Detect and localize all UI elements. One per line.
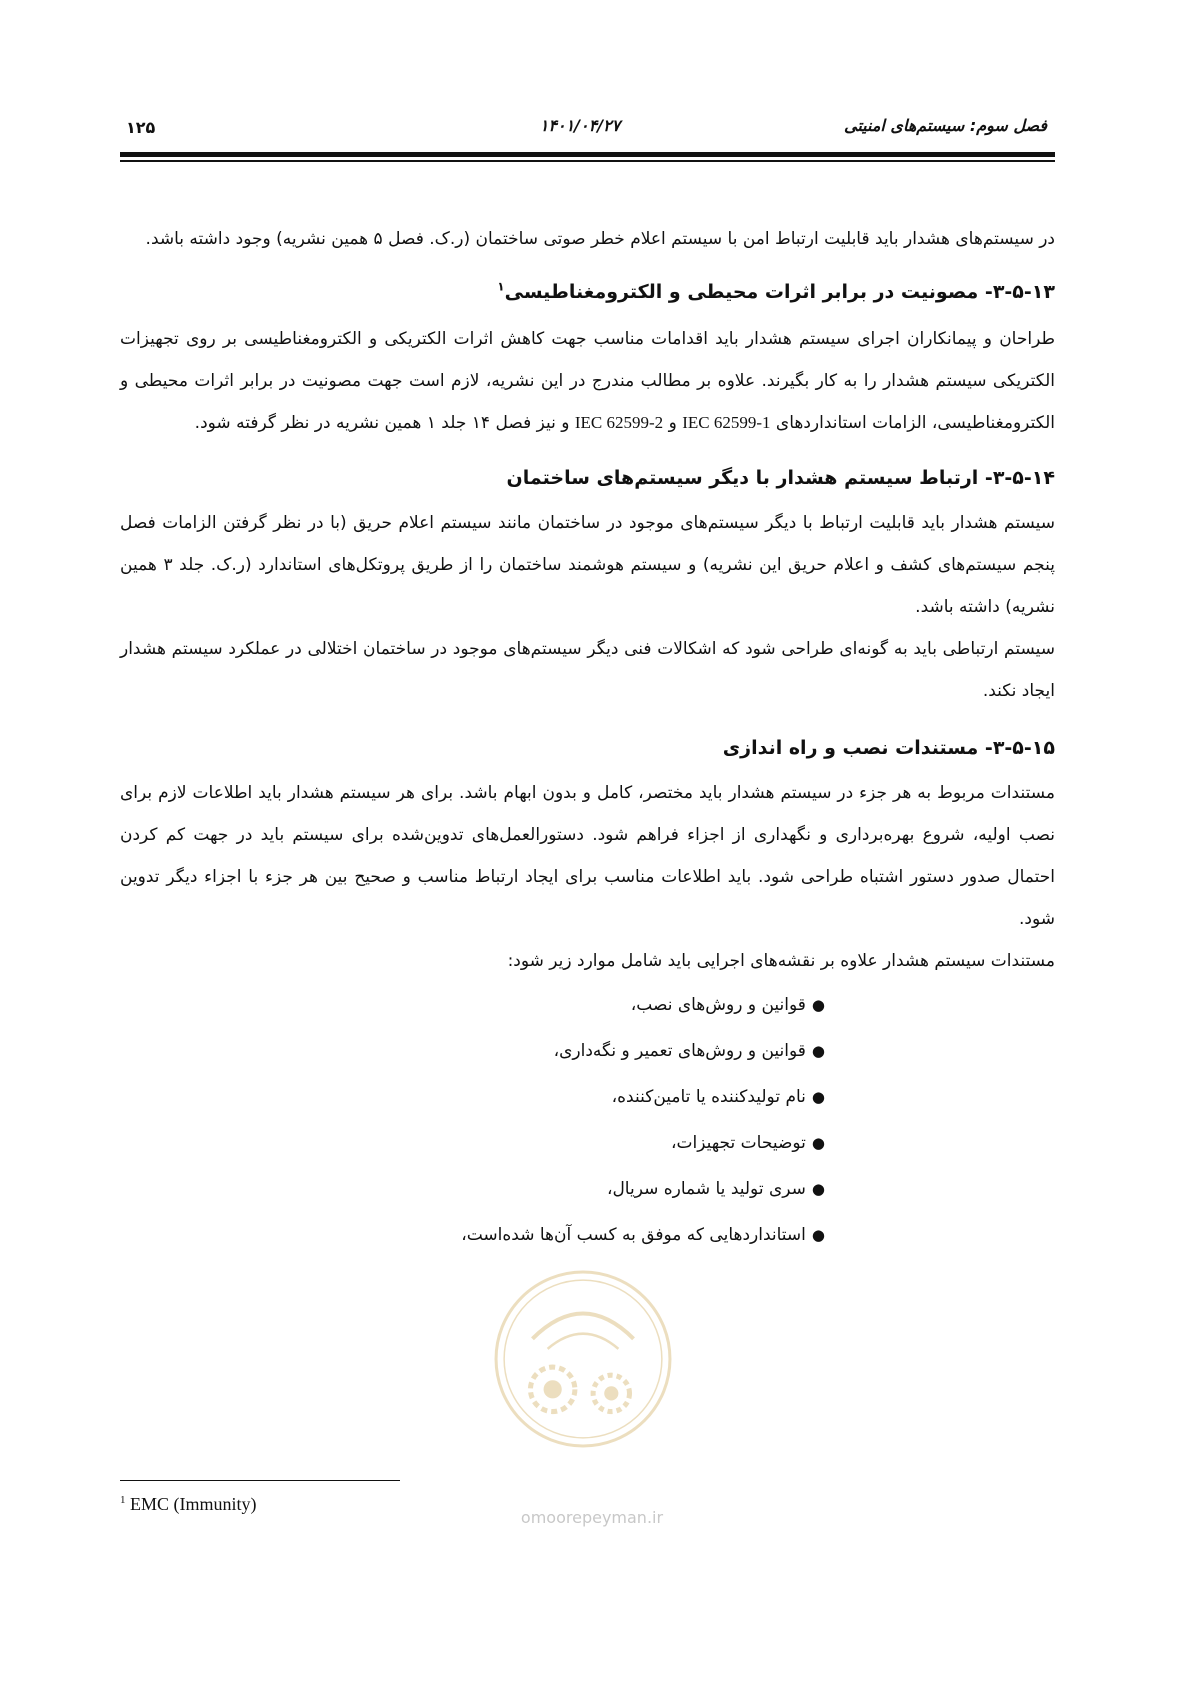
section-13-heading-text: ۳-۵-۱۳- مصونیت در برابر اثرات محیطی و الکترومغناطیسی — [504, 281, 1055, 303]
page-number: ۱۲۵ — [126, 118, 156, 137]
standard-iec-62599-2: IEC 62599-2 — [574, 413, 664, 432]
section-13-text-part1: طراحان و پیمانکاران اجرای سیستم هشدار باید اقدامات مناسب جهت کاهش اثرات الکتریکی و الکترومغناطیسی بر روی تجهیزات الکتریکی سیستم هشدار را به کار بگیرند. علاوه بر مطالب مندرج در این نشریه، لازم است جهت مصونیت در برابر اثرات محیطی و الکترومغناطیسی، الزامات استانداردهای — [120, 329, 1055, 433]
section-14-paragraph-2: سیستم ارتباطی باید به گونه‌ای طراحی شود که اشکالات فنی دیگر سیستم‌های موجود در ساختمان اختلالی در عملکرد سیستم هشدار ایجاد نکند. — [120, 639, 1055, 701]
list-item: ●سری تولید یا شماره سریال، — [120, 1166, 1055, 1212]
section-14-paragraph-1: سیستم هشدار باید قابلیت ارتباط با دیگر سیستم‌های موجود در ساختمان مانند سیستم اعلام حریق (با در نظر گرفتن الزامات فصل پنجم سیستم‌های کشف و اعلام حریق این نشریه) و سیستم هوشمند ساختمان را از طریق پروتکل‌های استاندارد (ر.ک. جلد ۳ همین نشریه) داشته باشد. — [120, 513, 1055, 617]
page-body — [120, 218, 1055, 1258]
header-rule-thin — [120, 160, 1055, 162]
header-rule-thick — [120, 152, 1055, 157]
section-15-paragraph-2: مستندات سیستم هشدار علاوه بر نقشه‌های اجرایی باید شامل موارد زیر شود: — [507, 951, 1055, 971]
bullet-icon: ● — [811, 1042, 825, 1060]
page-header — [120, 112, 1055, 146]
footnote-mark: 1 — [120, 1494, 126, 1506]
intro-paragraph: در سیستم‌های هشدار باید قابلیت ارتباط امن با سیستم اعلام خطر صوتی ساختمان (ر.ک. فصل ۵ همین نشریه) وجود داشته باشد. — [145, 229, 1055, 249]
list-item: ●قوانین و روش‌های نصب، — [120, 982, 1055, 1028]
list-item: ●قوانین و روش‌های تعمیر و نگه‌داری، — [120, 1028, 1055, 1074]
watermark-url: omoorepeyman.ir — [520, 1508, 664, 1527]
section-15-paragraph-1: مستندات مربوط به هر جزء در سیستم هشدار باید مختصر، کامل و بدون ابهام باشد. برای هر سیستم هشدار باید اطلاعات لازم برای نصب اولیه، شروع بهره‌برداری و نگهداری از اجزاء فراهم شود. دستورالعمل‌های تدوین‌شده برای سیستم باید در جهت کم کردن احتمال صدور دستور اشتباه طراحی شود. باید اطلاعات مناسب برای ایجاد ارتباط مناسب و صحیح بین هر جزء با اجزاء دیگر تدوین شود. — [120, 783, 1055, 929]
section-13-text-part3: و نیز فصل ۱۴ جلد ۱ همین نشریه در نظر گرفته شود. — [194, 413, 570, 433]
documentation-bullet-list — [120, 982, 1055, 1258]
section-14-heading: ۳-۵-۱۴- ارتباط سیستم هشدار با دیگر سیستم‌های ساختمان — [506, 467, 1055, 489]
list-item: ●نام تولیدکننده یا تامین‌کننده، — [120, 1074, 1055, 1120]
list-item: ●استانداردهایی که موفق به کسب آن‌ها شده‌است، — [120, 1212, 1055, 1258]
bullet-icon: ● — [811, 1180, 825, 1198]
footnote-reference-mark: ۱ — [497, 279, 505, 294]
bullet-icon: ● — [811, 1134, 825, 1152]
bullet-icon: ● — [811, 996, 825, 1014]
watermark-logo-icon — [492, 1268, 674, 1450]
section-15-heading: ۳-۵-۱۵- مستندات نصب و راه اندازی — [722, 737, 1055, 759]
section-13-text-part2: و — [668, 413, 677, 433]
bullet-icon: ● — [811, 1088, 825, 1106]
footnote-divider — [120, 1480, 400, 1481]
footnote — [120, 1494, 257, 1515]
section-13-heading — [120, 272, 1055, 312]
footnote-text: EMC (Immunity) — [130, 1494, 257, 1514]
chapter-title: فصل سوم: سیستم‌های امنیتی — [844, 116, 1047, 135]
bullet-icon: ● — [811, 1226, 825, 1244]
list-item: ●توضیحات تجهیزات، — [120, 1120, 1055, 1166]
header-date: ۱۴۰۱/۰۴/۲۷ — [539, 116, 621, 135]
standard-iec-62599-1: IEC 62599-1 — [682, 413, 771, 432]
section-13-paragraph — [120, 318, 1055, 444]
